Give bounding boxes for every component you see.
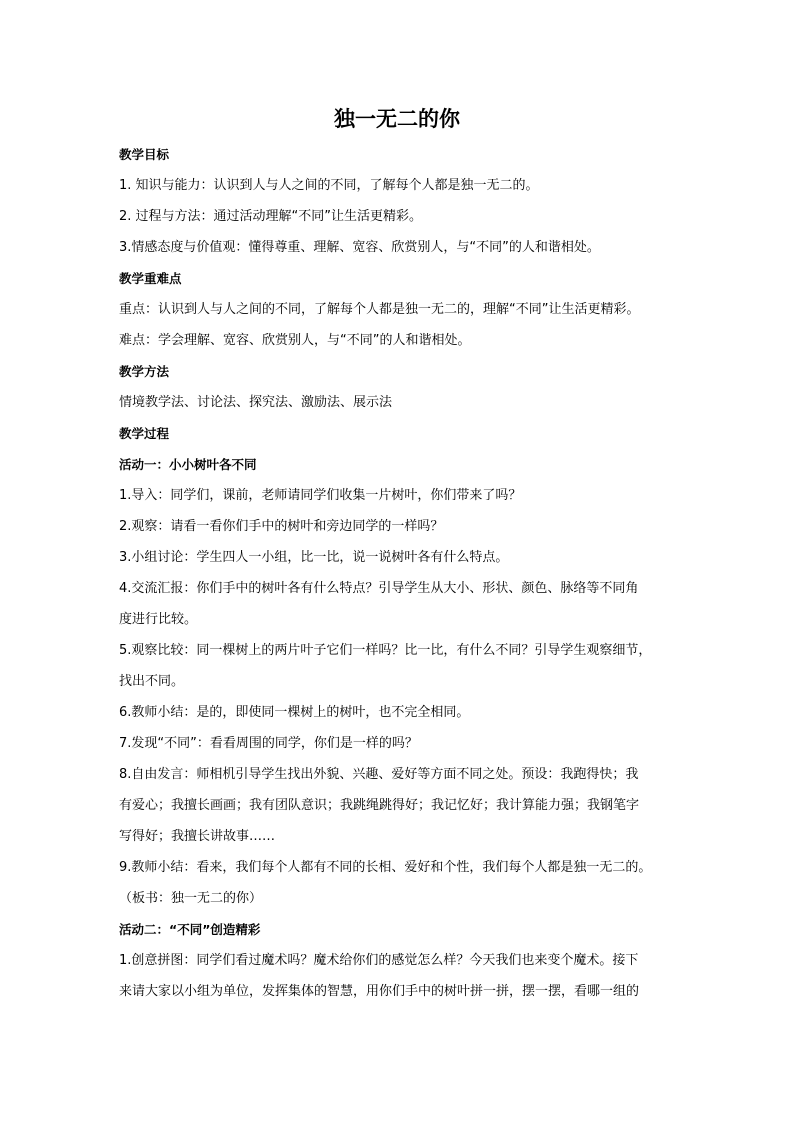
paragraph-line: 找出不同。 <box>119 674 185 689</box>
paragraph-line: 7.发现“不同”：看看周围的同学，你们是一样的吗？ <box>119 736 418 751</box>
section-heading-key-points: 教学重难点 <box>119 271 182 286</box>
paragraph-line: 3.情感态度与价值观：懂得尊重、理解、宽容、欣赏别人，与“不同”的人和谐相处。 <box>119 240 600 255</box>
paragraph-line: 写得好；我擅长讲故事…… <box>119 829 276 844</box>
section-heading-methods: 教学方法 <box>119 364 170 379</box>
section-heading-objectives: 教学目标 <box>119 147 170 162</box>
paragraph-line: （板书：独一无二的你） <box>119 891 263 906</box>
document-title: 独一无二的你 <box>334 107 460 131</box>
paragraph-line: 1. 知识与能力：认识到人与人之间的不同，了解每个人都是独一无二的。 <box>119 178 539 193</box>
paragraph-line: 重点：认识到人与人之间的不同，了解每个人都是独一无二的，理解“不同”让生活更精彩。 <box>119 302 640 317</box>
paragraph-line: 9.教师小结：看来，我们每个人都有不同的长相、爱好和个性，我们每个人都是独一无二的。 <box>119 860 652 875</box>
paragraph-line: 来请大家以小组为单位，发挥集体的智慧，用你们手中的树叶拼一拼，摆一摆，看哪一组的 <box>119 984 640 999</box>
paragraph-line: 度进行比较。 <box>119 612 198 627</box>
paragraph-line: 5.观察比较：同一棵树上的两片叶子它们一样吗？比一比，有什么不同？引导学生观察细节， <box>119 643 652 658</box>
paragraph-line: 4.交流汇报：你们手中的树叶各有什么特点？引导学生从大小、形状、颜色、脉络等不同角 <box>119 581 639 596</box>
activity-heading-1: 活动一：小小树叶各不同 <box>119 457 257 472</box>
paragraph-line: 有爱心；我擅长画画；我有团队意识；我跳绳跳得好；我记忆好；我计算能力强；我钢笔字 <box>119 798 640 813</box>
paragraph-line: 情境教学法、讨论法、探究法、激励法、展示法 <box>119 395 393 410</box>
paragraph-line: 1.创意拼图：同学们看过魔术吗？魔术给你们的感觉怎么样？今天我们也来变个魔术。接下 <box>119 953 639 968</box>
paragraph-line: 2. 过程与方法：通过活动理解“不同”让生活更精彩。 <box>119 209 423 224</box>
paragraph-line: 2.观察：请看一看你们手中的树叶和旁边同学的一样吗？ <box>119 519 444 534</box>
paragraph-line: 8.自由发言：师相机引导学生找出外貌、兴趣、爱好等方面不同之处。预设：我跑得快；我 <box>119 767 639 782</box>
paragraph-line: 3.小组讨论：学生四人一小组，比一比，说一说树叶各有什么特点。 <box>119 550 509 565</box>
paragraph-line: 6.教师小结：是的，即使同一棵树上的树叶，也不完全相同。 <box>119 705 470 720</box>
activity-heading-2: 活动二：“不同”创造精彩 <box>119 922 261 937</box>
paragraph-line: 难点：学会理解、宽容、欣赏别人，与“不同”的人和谐相处。 <box>119 333 471 348</box>
section-heading-process: 教学过程 <box>119 426 170 441</box>
paragraph-line: 1.导入：同学们，课前，老师请同学们收集一片树叶，你们带来了吗？ <box>119 488 522 503</box>
